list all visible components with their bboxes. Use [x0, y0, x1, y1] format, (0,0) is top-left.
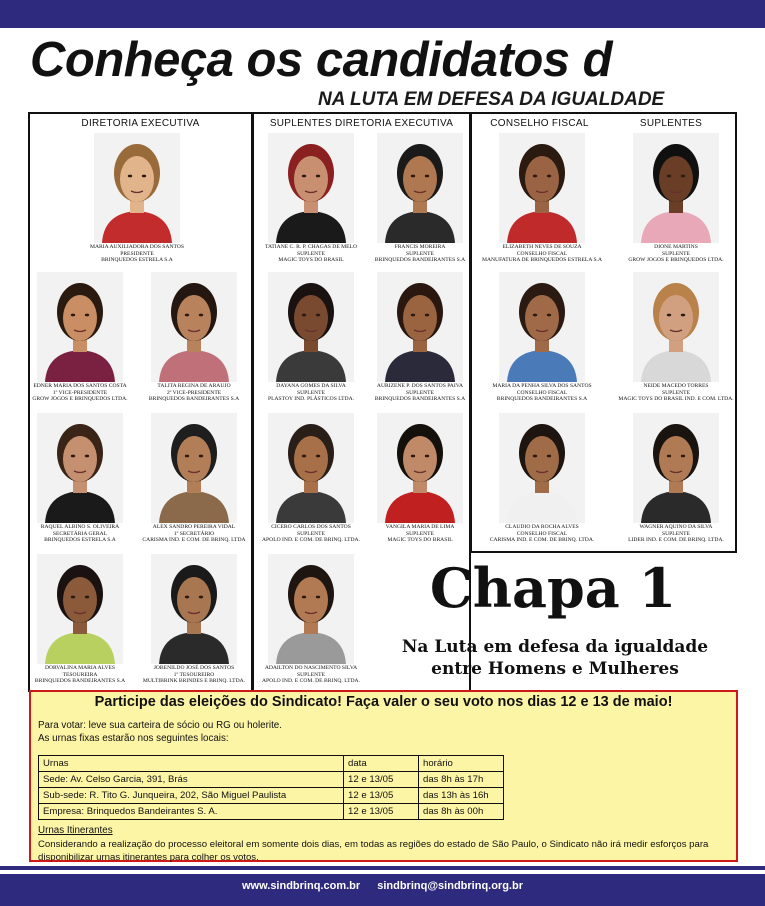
- page-title: Conheça os candidatos d: [30, 33, 613, 87]
- candidate-company: BRINQUEDOS ESTRELA S.A: [101, 257, 173, 264]
- candidate-caption: [128, 524, 260, 544]
- candidate-name: DORVALINA MARIA ALVES: [44, 665, 116, 671]
- top-bar: [0, 0, 765, 28]
- footer: [0, 880, 765, 892]
- candidate-company: GROW JOGOS E BRINQUEDOS LTDA.: [628, 257, 724, 264]
- election-headline: Participe das eleições do Sindicato! Faça valer o seu voto nos dias 12 e 13 de maio!: [94, 694, 673, 710]
- candidate-role: CONSELHO FISCAL: [516, 250, 568, 257]
- candidate-company: MANUFATURA DE BRINQUEDOS ESTRELA S.A: [481, 257, 602, 264]
- candidate-company: CARISMA IND. E COM. DE BRINQ. LTDA.: [489, 537, 595, 544]
- candidate-photo: [151, 272, 237, 382]
- slogan-line-2: entre Homens e Mulheres: [431, 659, 679, 679]
- candidate-role: SUPLENTE: [406, 389, 434, 396]
- candidate-photo: [268, 272, 354, 382]
- candidate-photo: [94, 133, 180, 243]
- candidate-role: 1º SECRETÁRIO: [173, 530, 215, 537]
- candidate-company: MAGIC TOYS DO BRASIL: [278, 257, 344, 264]
- candidate-name: AURIZENE P. DOS SANTOS PAIVA: [376, 383, 464, 389]
- candidate-caption: [476, 244, 608, 264]
- candidate-company: APOLO IND. E COM. DE BRINQ. LTDA.: [262, 678, 360, 685]
- candidate-company: BRINQUEDOS BANDEIRANTES S.A: [148, 396, 240, 403]
- itinerant-text: Considerando a realização do processo eleitoral em somente dois dias, em todas as regiões do estado de São Paulo, o Sindicato não irá medir esforços para disponibilizar urnas itinerantes para colher os votos.: [38, 839, 709, 863]
- candidate-company: GROW JOGOS E BRINQUEDOS LTDA.: [32, 396, 128, 403]
- candidate-photo: [37, 413, 123, 523]
- cell-local: Empresa: Brinquedos Bandeirantes S. A.: [39, 804, 344, 820]
- candidate-company: LIDER IND. E COM. DE BRINQ. LTDA.: [628, 537, 724, 544]
- candidate-name: TALITA REGINA DE ARAUJO: [157, 383, 231, 389]
- cell-data: 12 e 13/05: [344, 772, 419, 788]
- candidate-caption: [354, 244, 486, 264]
- candidate-role: CONSELHO FISCAL: [516, 530, 568, 537]
- candidate-photo: [633, 133, 719, 243]
- candidate-name: VANGILA MARIA DE LIMA: [385, 524, 455, 530]
- candidate-photo: [151, 554, 237, 664]
- candidate-caption: [128, 383, 260, 403]
- candidate-caption: [71, 244, 203, 264]
- cell-horario: das 8h às 00h: [419, 804, 504, 820]
- candidate-role: CONSELHO FISCAL: [516, 389, 568, 396]
- candidate-name: DAYANA GOMES DA SILVA: [276, 383, 346, 389]
- cell-data: 12 e 13/05: [344, 788, 419, 804]
- candidate-name: ALEX SANDRO PEREIRA VIDAL: [152, 524, 236, 530]
- candidate-role: 1º VICE-PRESIDENTE: [52, 389, 108, 396]
- cell-local: Sub-sede: R. Tito G. Junqueira, 202, São Miguel Paulista: [39, 788, 344, 804]
- election-info-box: [29, 690, 738, 862]
- candidate-role: SECRETÁRIA GERAL: [52, 530, 108, 537]
- candidate-company: BRINQUEDOS BANDEIRANTES S.A: [496, 396, 588, 403]
- candidate-photo: [499, 133, 585, 243]
- candidate-company: MAGIC TOYS DO BRASIL IND. E COM. LTDA.: [618, 396, 734, 403]
- candidate-photo: [377, 272, 463, 382]
- candidate-company: BRINQUEDOS ESTRELA S.A: [44, 537, 116, 544]
- candidate-company: BRINQUEDOS BANDEIRANTES S.A: [34, 678, 126, 685]
- itinerant-title: Urnas Itinerantes: [38, 825, 113, 836]
- candidate-photo: [268, 133, 354, 243]
- cell-data: 12 e 13/05: [344, 804, 419, 820]
- candidate-role: SUPLENTE: [662, 389, 690, 396]
- candidate-caption: [14, 383, 146, 403]
- candidate-company: MULTIBRINK BRINDES E BRINQ. LTDA.: [142, 678, 246, 685]
- candidate-company: BRINQUEDOS BANDEIRANTES S.A: [374, 396, 466, 403]
- panel-title-diretoria: DIRETORIA EXECUTIVA: [81, 118, 200, 129]
- candidate-caption: [610, 524, 742, 544]
- candidate-caption: [14, 665, 146, 685]
- election-instructions: Para votar: leve sua carteira de sócio ou RG ou holerite.: [38, 720, 282, 731]
- candidate-role: SUPLENTE: [297, 671, 325, 678]
- candidate-photo: [633, 272, 719, 382]
- candidate-company: APOLO IND. E COM. DE BRINQ. LTDA.: [262, 537, 360, 544]
- candidate-caption: [476, 383, 608, 403]
- candidate-photo: [268, 413, 354, 523]
- page-subtitle: NA LUTA EM DEFESA DA IGUALDADE: [318, 89, 665, 110]
- candidate-photo: [377, 133, 463, 243]
- cell-horario: das 13h às 16h: [419, 788, 504, 804]
- table-row: [39, 788, 504, 804]
- candidate-name: MARIA DA PENHA SILVA DOS SANTOS: [492, 383, 592, 389]
- candidate-caption: [245, 665, 377, 685]
- candidate-role: SUPLENTE: [297, 250, 325, 257]
- chapa-title: Chapa 1: [429, 556, 677, 620]
- candidate-role: SUPLENTE: [406, 530, 434, 537]
- panel-title-suplentes-diretoria: SUPLENTES DIRETORIA EXECUTIVA: [269, 118, 454, 129]
- candidate-name: ADAILTON DO NASCIMENTO SILVA: [264, 665, 358, 671]
- candidate-photo: [377, 413, 463, 523]
- urnas-table: [38, 755, 504, 820]
- cell-horario: das 8h às 17h: [419, 772, 504, 788]
- candidate-company: PLASTOY IND. PLÁSTICOS LTDA.: [267, 396, 355, 403]
- candidate-photo: [37, 554, 123, 664]
- candidate-photo: [37, 272, 123, 382]
- chapa-slogan: [360, 636, 750, 680]
- election-locations-intro: As urnas fixas estarão nos seguintes locais:: [38, 733, 229, 744]
- candidate-name: CLAUDIO DA ROCHA ALVES: [505, 524, 579, 530]
- cell-local: Sede: Av. Celso Garcia, 391, Brás: [39, 772, 344, 788]
- candidate-name: DIONE MARTINS: [654, 244, 698, 250]
- candidate-company: MAGIC TOYS DO BRASIL: [387, 537, 453, 544]
- candidate-caption: [476, 524, 608, 544]
- candidate-role: SUPLENTE: [662, 530, 690, 537]
- candidate-name: WAGNER AQUINO DA SILVA: [639, 524, 713, 530]
- candidate-caption: [14, 524, 146, 544]
- website-link[interactable]: www.sindbrinq.com.br: [242, 880, 361, 892]
- col-header-data: data: [344, 756, 419, 772]
- candidate-caption: [128, 665, 260, 685]
- candidate-name: CICERO CARLOS DOS SANTOS: [271, 524, 351, 530]
- candidate-name: ELIZABETH NEVES DE SOUZA: [502, 244, 582, 250]
- col-header-horario: horário: [419, 756, 504, 772]
- candidate-role: SUPLENTE: [406, 250, 434, 257]
- candidate-name: FRANCIS MOREIRA: [394, 244, 446, 250]
- candidate-role: SUPLENTE: [662, 250, 690, 257]
- candidate-role: 2º VICE-PRESIDENTE: [166, 389, 222, 396]
- candidate-caption: [354, 383, 486, 403]
- table-row: [39, 804, 504, 820]
- candidate-photo: [268, 554, 354, 664]
- candidate-name: JOBENILDO JOSÉ DOS SANTOS: [153, 665, 235, 671]
- candidate-company: BRINQUEDOS BANDEIRANTES S.A: [374, 257, 466, 264]
- candidate-role: PRESIDENTE: [120, 250, 154, 257]
- candidate-photo: [151, 413, 237, 523]
- panel-title-conselho: CONSELHO FISCAL: [490, 118, 589, 129]
- candidate-company: CARISMA IND. E COM. DE BRINQ. LTDA: [142, 537, 246, 544]
- slogan-line-1: Na Luta em defesa da igualdade: [401, 637, 709, 657]
- table-header-row: [39, 756, 504, 772]
- table-row: [39, 772, 504, 788]
- candidate-role: 1º TESOUREIRO: [173, 671, 215, 678]
- candidate-name: RAQUEL ALBINO S. OLIVEIRA: [40, 524, 120, 530]
- candidate-name: EDNER MARIA DOS SANTOS COSTA: [33, 383, 127, 389]
- candidate-photo: [499, 272, 585, 382]
- candidate-name: NEIDE MACEDO TORRES: [643, 383, 709, 389]
- candidate-photo: [633, 413, 719, 523]
- panel-title-suplentes: SUPLENTES: [639, 118, 703, 129]
- bottom-stripe: [0, 870, 765, 874]
- candidate-role: TESOUREIRA: [62, 671, 98, 678]
- candidate-photo: [499, 413, 585, 523]
- candidate-role: SUPLENTE: [297, 530, 325, 537]
- candidate-caption: [610, 383, 742, 403]
- candidate-name: MARIA AUXILIADORA DOS SANTOS: [90, 244, 184, 250]
- email-link[interactable]: sindbrinq@sindbrinq.org.br: [377, 880, 523, 892]
- candidate-caption: [354, 524, 486, 544]
- candidate-name: TATIANE C. R. P. CHAGAS DE MELO: [264, 244, 357, 250]
- col-header-urnas: Urnas: [39, 756, 344, 772]
- candidate-caption: [610, 244, 742, 264]
- candidate-role: SUPLENTE: [297, 389, 325, 396]
